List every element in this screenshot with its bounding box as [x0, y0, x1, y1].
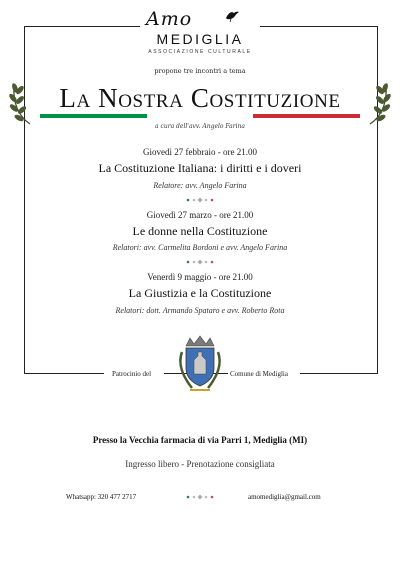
page-title: La Nostra Costituzione [59, 83, 341, 113]
frame-border-top-right [260, 26, 378, 27]
whatsapp-contact[interactable]: Whatsapp: 320 477 2717 [66, 493, 137, 501]
event-2-title: Le donne nella Costituzione [132, 224, 268, 238]
intro-text: propone tre incontri a tema [154, 67, 246, 75]
flag-red-stripe [253, 114, 360, 118]
event-1-title: La Costituzione Italiana: i diritti e i doveri [98, 161, 302, 175]
italian-flag-bar [40, 114, 360, 118]
curator-text: a cura dell'avv. Angelo Farina [155, 123, 245, 130]
event-3-speakers: Relatori: dott. Armando Spataro e avv. Roberto Rota [115, 306, 285, 315]
patronage-label: Patrocinio del [112, 370, 152, 378]
municipality-label: Comune di Mediglia [230, 370, 288, 378]
event-2-date: Giovedì 27 marzo - ore 21.00 [146, 210, 254, 220]
event-3-date: Venerdì 9 maggio - ore 21.00 [147, 272, 253, 282]
event-1-speakers: Relatore: avv. Angelo Farina [153, 181, 247, 190]
heron-icon [224, 8, 240, 22]
email-contact[interactable]: amomediglia@gmail.com [248, 493, 321, 501]
logo-subtitle: ASSOCIAZIONE CULTURALE [148, 49, 252, 55]
divider-dots-icon [180, 197, 220, 203]
entry-text: Ingresso libero - Prenotazione consigliata [125, 459, 275, 469]
divider-dots-icon [180, 259, 220, 265]
event-3-title: La Giustizia e la Costituzione [128, 286, 272, 300]
flag-green-stripe [40, 114, 147, 118]
event-1-date: Giovedì 27 febbraio - ore 21.00 [143, 147, 257, 157]
association-logo [140, 4, 260, 58]
venue-text: Presso la Vecchia farmacia di via Parri 1, Mediglia (MI) [92, 435, 308, 445]
event-2-speakers: Relatori: avv. Carmelita Bordoni e avv. Angelo Farina [112, 243, 288, 252]
divider-dots-icon [180, 494, 220, 500]
flag-white-stripe [147, 114, 253, 118]
frame-border-top-left [24, 26, 140, 27]
logo-name: MEDIGLIA [156, 31, 244, 47]
municipality-crest-icon [172, 334, 228, 396]
logo-script: Amo [146, 8, 193, 30]
